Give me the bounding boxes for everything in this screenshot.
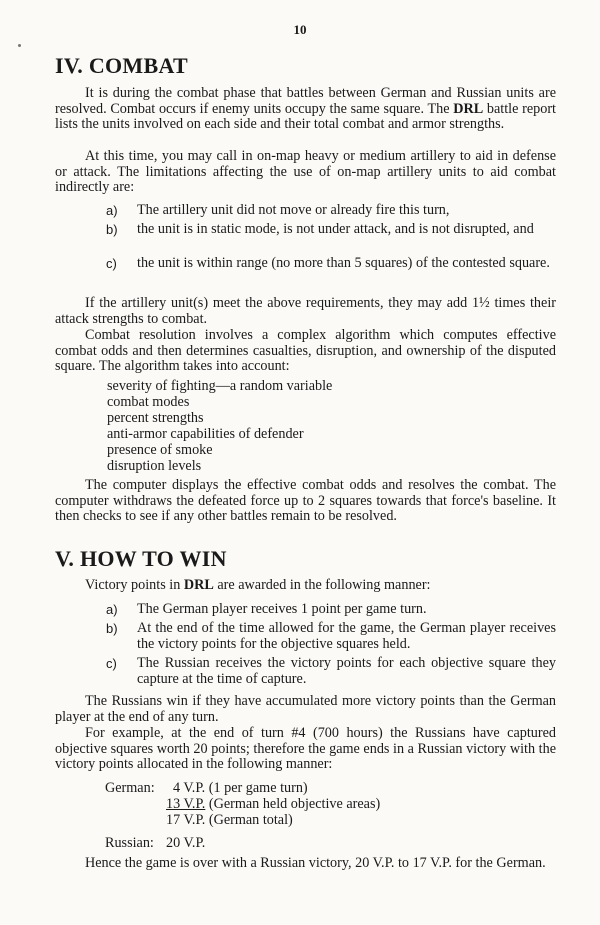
rule-text: The German player receives 1 point per game turn.	[137, 601, 427, 617]
vp-line-german-total	[166, 813, 293, 829]
page-number: 10	[293, 22, 307, 37]
condition-label: c)	[106, 256, 117, 271]
rule-item-b	[107, 621, 556, 652]
condition-text: the unit is in static mode, is not under attack, and is not disrupted, and	[137, 221, 534, 237]
rule-text: At the end of the time allowed for the game, the German player receives the victory points for the objective squares held.	[137, 620, 556, 652]
condition-label: b)	[106, 222, 118, 237]
vp-note: (1 per game turn)	[208, 780, 308, 796]
combat-paragraph-5: The computer displays the effective combat odds and resolves the combat. The computer withdraws the defeated force up to 2 squares towards that force's baseline. It then checks to see if any other battles remain to be resolved.	[55, 477, 556, 525]
scan-speck	[18, 44, 21, 47]
vp-note: (German held objective areas)	[208, 796, 381, 812]
section-heading-how-to-win: V. HOW TO WIN	[55, 546, 227, 571]
win-paragraph-4: Hence the game is over with a Russian victory, 20 V.P. to 17 V.P. for the German.	[85, 855, 546, 871]
condition-label: a)	[106, 203, 118, 218]
vp-note: (German total)	[208, 812, 293, 828]
rule-text: The Russian receives the victory points for each objective square they capture at the time of capture.	[137, 655, 556, 687]
combat-paragraph-1: It is during the combat phase that battles between German and Russian units are resolved. Combat occurs if enemy units occupy the same square. The DRL battle report lists the units involved on each side and their total combat and armor strengths.	[55, 85, 557, 133]
vp-value: 4 V.P.	[173, 780, 206, 796]
drl-acronym: DRL	[453, 100, 484, 117]
win-paragraph-2: The Russians win if they have accumulated more victory points than the German player at the end of any turn.	[55, 693, 556, 725]
factor-item: severity of fighting—a random variable	[107, 378, 333, 394]
russian-total: 20 V.P.	[166, 835, 206, 851]
factor-item: disruption levels	[107, 458, 202, 474]
factor-item: percent strengths	[107, 410, 204, 426]
factor-item: anti-armor capabilities of defender	[107, 426, 304, 442]
section-heading-combat: IV. COMBAT	[55, 53, 188, 78]
condition-item-a	[107, 203, 556, 219]
factor-item: presence of smoke	[107, 442, 213, 458]
win-paragraph-3: For example, at the end of turn #4 (700 hours) the Russians have captured objective squares worth 20 points; therefore the game ends in a Russian victory with the victory points allocated in the following manner:	[55, 725, 556, 773]
condition-item-b	[107, 222, 556, 238]
russian-label: Russian:	[105, 835, 154, 851]
german-label: German:	[105, 780, 155, 796]
condition-item-c	[107, 256, 556, 272]
rule-item-a	[107, 602, 556, 618]
combat-paragraph-2: At this time, you may call in on-map heavy or medium artillery to aid in defense or attack. The limitations affecting the use of on-map artillery units to aid combat indirectly are:	[55, 148, 556, 196]
factor-item: combat modes	[107, 394, 190, 410]
vp-value: 13 V.P.	[166, 796, 206, 812]
vp-line-german-turns	[173, 781, 308, 797]
combat-paragraph-4: Combat resolution involves a complex algorithm which computes effective combat odds and then determines casualties, disruption, and ownership of the disputed square. The algorithm takes into account:	[55, 327, 556, 375]
rule-label: c)	[106, 656, 117, 671]
vp-value: 17 V.P.	[166, 812, 206, 828]
condition-text: the unit is within range (no more than 5 squares) of the contested square.	[137, 255, 550, 271]
drl-acronym: DRL	[183, 577, 214, 593]
rule-label: a)	[106, 602, 118, 617]
combat-paragraph-3: If the artillery unit(s) meet the above requirements, they may add 1½ times their attack strengths to combat.	[55, 295, 556, 327]
condition-text: The artillery unit did not move or already fire this turn,	[137, 202, 450, 218]
win-paragraph-1: Victory points in DRL are awarded in the following manner:	[85, 577, 431, 593]
rule-item-c	[107, 656, 556, 687]
vp-line-german-objectives	[166, 797, 380, 813]
rule-label: b)	[106, 621, 118, 636]
